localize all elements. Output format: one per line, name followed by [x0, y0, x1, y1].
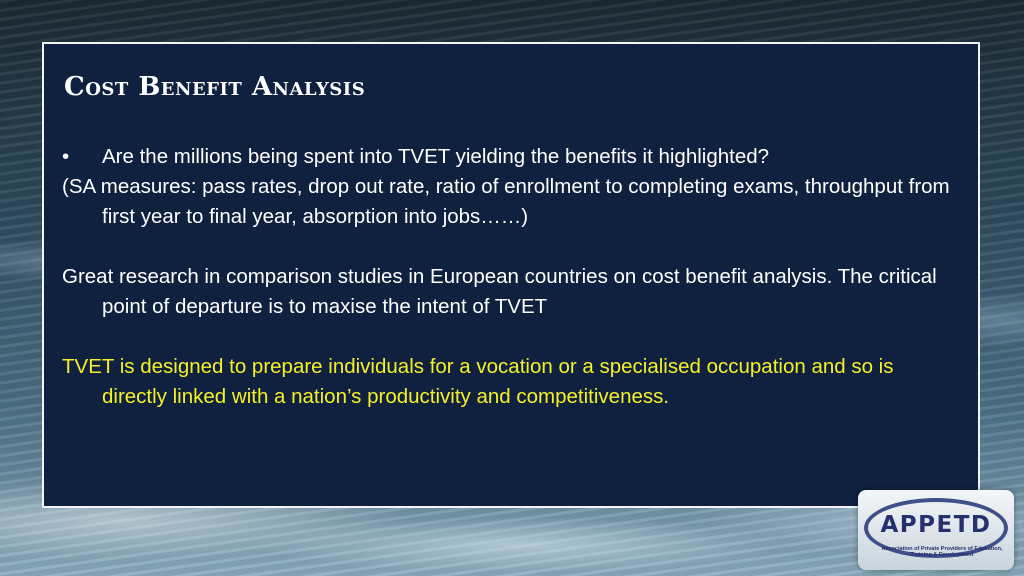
logo-name: APPETD	[880, 512, 992, 538]
bullet-icon: •	[62, 145, 70, 168]
logo-subtitle: Association of Private Providers of Education, Training & Development	[881, 546, 1003, 558]
research-paragraph: Great research in comparison studies in European countries on cost benefit analysis. The critical point of departure is to maxise the intent of TVET	[62, 265, 937, 318]
slide-title: Cost Benefit Analysis	[64, 72, 366, 102]
slide-body	[62, 142, 952, 412]
tvet-definition-paragraph: TVET is designed to prepare individuals for a vocation or a specialised occupation and so is directly linked with a nation’s productivity and competitiveness.	[62, 355, 894, 408]
measures-paragraph: (SA measures: pass rates, drop out rate, ratio of enrollment to completing exams, throughput from first year to final year, absorption into jobs……)	[62, 175, 950, 228]
bullet-question: • Are the millions being spent into TVET yielding the benefits it highlighted?	[62, 142, 952, 172]
slide-panel	[42, 42, 980, 508]
appetd-logo	[858, 490, 1014, 570]
